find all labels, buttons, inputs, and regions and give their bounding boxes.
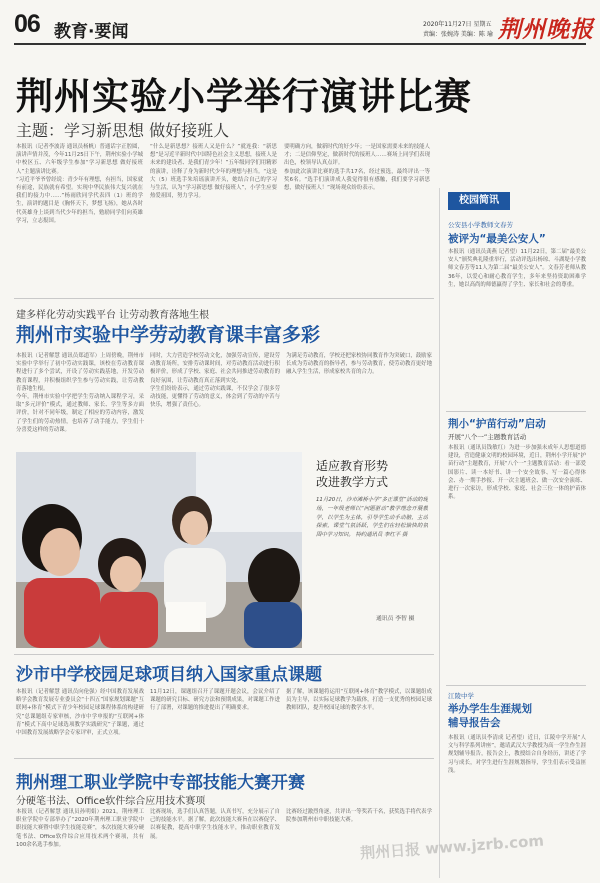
masthead-rule xyxy=(14,43,586,45)
sidebar-news-2-title: 荆小“护苗行动”启动 xyxy=(448,418,546,430)
masthead xyxy=(14,8,594,48)
labor-para-3: 同时，大力营造学校劳动文化，加强劳动宣传，建设劳动教育场所，安排劳动课时间，对劳动教育活动进行积极评价，形成了学校、家庭、社会共同推进劳动教育的良好氛围，让劳动教育真正落到实处。 xyxy=(150,353,280,384)
editor-credit: 责编：张婉涛 美编：陈 瑜 xyxy=(423,31,493,38)
sidebar-news-1-kicker: 公安县小学教师文春芳 xyxy=(448,221,513,229)
sidebar-news-3-body: 本报讯（通讯员李清成 记者望）近日，江陵中学开展“人文与科学系列讲座”，邀请武汉大学教授为高一学生作生涯规划辅导报告，报告会上，教授结合自身经历，讲述了学习与成长，对学生进行生涯规划指导，学生们表示受益匪浅。 xyxy=(448,735,586,774)
lead-subtitle: 主题：学习新思想 做好接班人 xyxy=(16,121,230,140)
lead-para-1: 本报讯（记者李波涛 通讯员杨帆）普通话字正腔圆，演讲声情并茂，今年11月25日下午，荆州实验小学城中校区五、六年级学生参加“学习新思想 做好接班人”主题演讲比赛。 xyxy=(16,144,143,175)
labor-para-4: 学生们纷纷表示，通过劳动实践课，不仅学会了很多劳动技能，更懂得了劳动的意义，体会到了劳动的辛苦与快乐，增强了责任心。 xyxy=(150,385,280,409)
classroom-photo-illustration xyxy=(16,452,302,648)
lead-para-3: “什么是新思想？接班人又是什么？”就连我：“新思想”是习近平新时代中国特色社会主义思想，接班人是未来的建设者、是我们青少年！”五年级同学们用精彩的演讲，诠释了身为新时代少年的理想与担当。“这是大（5）班选手朱培瑶演讲开头，她结合自己的学习与生活，认为“学习新思想 做好接班人”，小学生应要热爱祖国，努力学习。 xyxy=(150,144,277,200)
football-col-3 xyxy=(286,688,432,752)
watermark: 荆州日报 www.jzrb.com xyxy=(359,831,545,863)
tech-para-2: 比赛现场，选手们认真答题，认真书写，充分展示了自己的技能水平。据了解，此次技能大赛旨在以赛促学、以赛促教，提高中职学生技能水平，推动职业教育发展。 xyxy=(150,809,280,840)
sidebar-news-2-subtitle: 开展“八个一”主题教育活动 xyxy=(448,433,527,441)
tech-subtitle: 分硬笔书法、Office软件综合应用技术赛项 xyxy=(16,796,206,807)
sidebar-news-3-kicker: 江陵中学 xyxy=(448,692,474,700)
football-headline: 沙市中学校园足球项目纳入国家重点课题 xyxy=(16,665,322,685)
lead-col-2 xyxy=(150,143,277,269)
lead-para-2: “习近平爷爷曾经说：青少年有理想，有担当，国家就有前途，民族就有希望。实现中华民族伟大复兴就在我们的接力中……”杨雨欣同学代表四（1）班的学生，演讲的题目是《胸怀天下，梦想飞扬》，她从各时代英雄身上谈到当代少年的担当，勉励同学们向英雄学习，立志报国。 xyxy=(16,176,143,224)
sidebar-label: 校园简讯 xyxy=(459,195,499,206)
lead-col-1 xyxy=(16,143,143,269)
lead-para-4: 要明确方向，做新时代的好少年；一是国家需要未来的技能人才；二是信仰坚定，做新时代的接班人……赛场上同学们表现出色，校领导认真点评。 xyxy=(284,144,430,167)
football-para-2: 11月12日，课题组召开了课题开题会议，会议介绍了课题的研究目标、研究方法和预期成果，对课题工作进行了部署，对课题的推进提出了明确要求。 xyxy=(150,689,280,712)
sidebar-news-1-title: 被评为“最美公安人” xyxy=(448,233,546,245)
issue-date: 2020年11月27日 星期五 xyxy=(423,21,492,28)
lead-divider xyxy=(14,298,434,299)
labor-kicker: 建多样化劳动实践平台 让劳动教育落地生根 xyxy=(16,310,210,321)
sidebar-label-box xyxy=(448,192,510,210)
photo-title: 适应教育形势 改进教学方式 xyxy=(316,459,389,489)
labor-col-1 xyxy=(16,352,144,446)
section-name: 教育·要闻 xyxy=(54,22,129,42)
tech-para-3: 比赛经过激烈角逐，共评出一等奖若干名，获奖选手将代表学院参加荆州市中职技能大赛。 xyxy=(286,809,432,824)
lead-para-5: 参加此次演讲比赛的选手共17名，经过预选，最终评出一等奖6名。“选手们演讲成人我觉得很有感触，我们要学习新思想，做好接班人！”现场观众纷纷表示。 xyxy=(284,168,430,192)
sidebar-divider-1 xyxy=(446,411,586,412)
page-number: 06 xyxy=(14,10,40,38)
lead-headline: 荆州实验小学举行演讲比赛 xyxy=(16,75,472,118)
football-para-1: 本报讯（记者解慧 通讯员向伦强）经中国教育发展战略学会教育发展专业委员会“十四五”国家规划课题“互联网+体育”模式下青少年校园足球课程体系的构建研究”总课题组专家审核，沙市中学申报的“互联网+体育”模式下高中足球选项教学实践研究”子课题，通过中国教育发展战略学会专家评审，正式立项。 xyxy=(16,689,144,737)
photo-caption: 11月20日，沙市滩桥小学“多正课堂”活动的现场，一年级老师以“问题驱动”教学理念开展教学，以学生为主体，引导学生动手动脑，主动探索，课堂气氛活跃，学生们在轻松愉快的氛围中学习知识。 特约通讯员 李红平 摄 xyxy=(316,497,428,539)
football-divider xyxy=(14,758,434,759)
tech-headline: 荆州理工职业学院中专部技能大赛开赛 xyxy=(16,773,305,793)
tech-para-1: 本报讯（记者解慧 通讯员孙明娟）2021，荆州理工职业学院中专部举办了“2020年荆州理工职业学院中职技能大赛暨中职学生技能竞赛”，本次技能大赛分硬笔书法、Office软件综合应用技术两个赛项，共有100余名选手参加。 xyxy=(16,809,144,848)
football-col-2 xyxy=(150,688,280,752)
labor-col-2 xyxy=(150,352,280,446)
photo-divider xyxy=(14,654,434,655)
classroom-photo xyxy=(16,452,302,648)
labor-para-2: 今年，荆州市实验中学把学生劳动纳入课程学习，采取“多元评价”模式，通过教师、家长、学生等多方面评价，针对不同年级，制定了相应的劳动内容，激发了学生们的劳动热情，也培养了动手能力，学生们十分喜爱这样的劳动课。 xyxy=(16,394,144,433)
labor-col-3 xyxy=(286,352,432,446)
tech-col-2 xyxy=(150,808,280,878)
sidebar-rule xyxy=(439,188,440,878)
sidebar-news-2-body: 本报讯（通讯员钱敏红）为进一步加强未成年人思想道德建设，营造健康文明的校园环境，近日，荆州小学开展“护苗行动”主题教育，开展“八个一”主题教育活动：看一部爱国影片、读一本好书、讲一个安全故事、写一篇心得体会、办一期手抄报、开一次主题班会、做一次安全演练、进行一次家访，形成学校、家庭、社会三位一体的护苗体系。 xyxy=(448,445,586,501)
paper-logo: 荆州晚报 xyxy=(498,16,594,43)
labor-para-5: 为满足劳动教育，学校还把家校协同教育作为突破口，鼓励家长成为劳动教育的指导者，参与劳动教育，使劳动教育更好地融入学生生活，形成家校共育的合力。 xyxy=(286,353,432,376)
tech-col-1 xyxy=(16,808,144,878)
lead-col-3 xyxy=(284,143,430,269)
sidebar-news-3-title: 举办学生生涯规划 辅导报告会 xyxy=(448,703,532,729)
sidebar-news-1-body: 本报讯（通讯员龚燕 记者望）11月22日，第二届“最美公安人”颁奖典礼隆重举行，活动评选出杨琼、斗湖堤小学教师文春芳等11人为第二届“最美公安人”。文春芳老师从教36年，以爱心和耐心教育学生，多年来坚持资助困难学生，她以高尚的师德赢得了学生、家长和社会的尊重。 xyxy=(448,249,586,288)
sidebar-divider-2 xyxy=(446,685,586,686)
labor-para-1: 本报讯（记者解慧 通讯员郑道军）上周傍晚，荆州市实验中学举行了初中劳动实践课，该校在劳动教育课程进行了多个尝试，开设了劳动实践基地，开发劳动教育课程，并积极组织学生参与劳动实践，让劳动教育落地生根。 xyxy=(16,353,144,392)
football-col-1 xyxy=(16,688,144,752)
photo-credit: 通讯员 李智 摄 xyxy=(376,616,415,622)
labor-headline: 荆州市实验中学劳动教育课丰富多彩 xyxy=(16,324,321,346)
football-para-3: 据了解，该课题将运用“互联网+体育”教学模式，以课题组成员为主导，以实际足球教学为载体，打造一支优秀的校园足球教师团队，提升校园足球的教学水平。 xyxy=(286,689,432,712)
